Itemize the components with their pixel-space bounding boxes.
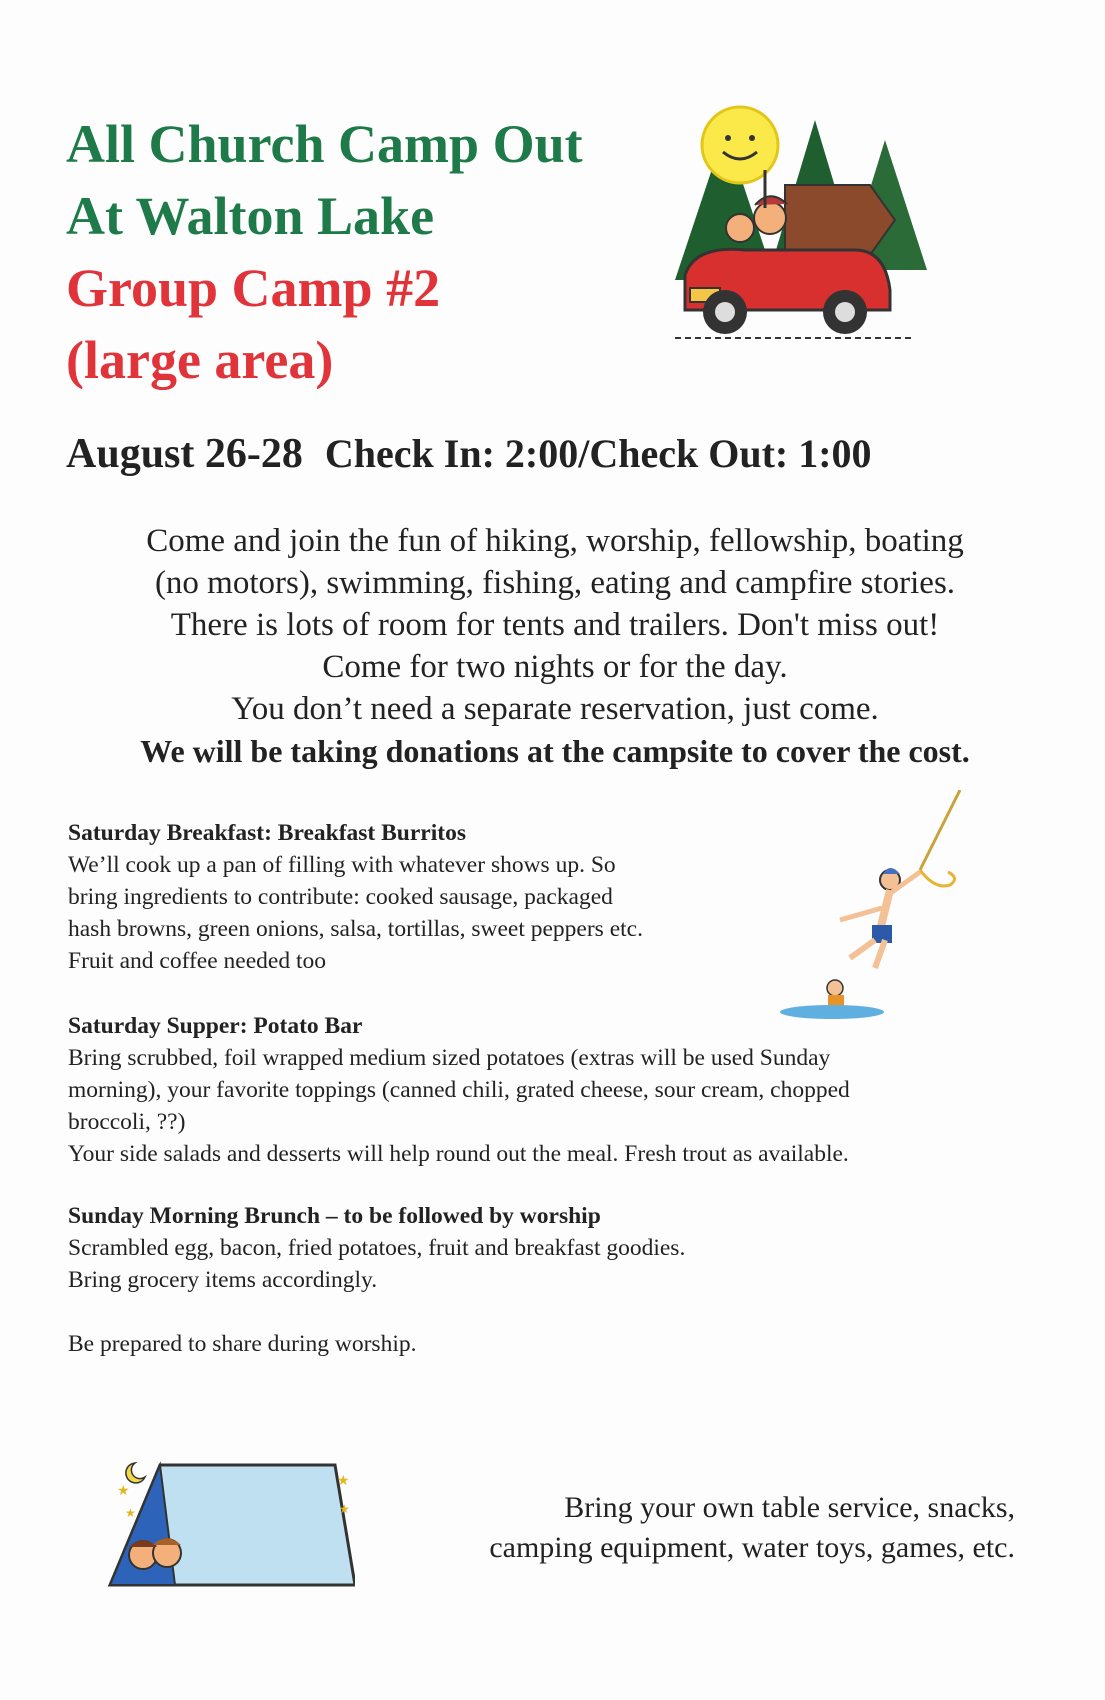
- supper-line: broccoli, ??): [68, 1109, 186, 1135]
- svg-text:★: ★: [125, 1506, 136, 1520]
- supper-heading: Saturday Supper: Potato Bar: [68, 1013, 363, 1039]
- brunch-line: Scrambled egg, bacon, fried potatoes, fruit and breakfast goodies.: [68, 1235, 686, 1261]
- family-car-illustration: [665, 100, 935, 360]
- saturday-breakfast-section: [68, 817, 643, 977]
- title-line-1: All Church Camp Out: [66, 114, 583, 174]
- intro-line: There is lots of room for tents and trailers. Don't miss out!: [170, 607, 940, 643]
- closing-line-1: Bring your own table service, snacks,: [564, 1491, 1015, 1524]
- sun-icon: [702, 107, 778, 183]
- title-line-2: At Walton Lake: [66, 186, 435, 246]
- intro-line: Come for two nights or for the day.: [322, 649, 788, 685]
- worship-note: Be prepared to share during worship.: [68, 1331, 417, 1357]
- saturday-supper-section: [68, 1010, 850, 1170]
- donations-note: We will be taking donations at the campsite to cover the cost.: [140, 733, 970, 769]
- breakfast-line: bring ingredients to contribute: cooked sausage, packaged: [68, 884, 613, 910]
- title-line-3: Group Camp #2: [66, 258, 441, 318]
- intro-line: You don’t need a separate reservation, just come.: [231, 691, 879, 727]
- rope-swing-illustration: [780, 790, 970, 1030]
- intro-paragraph: [40, 520, 1070, 772]
- intro-line: Come and join the fun of hiking, worship, fellowship, boating: [146, 523, 964, 559]
- svg-text:★: ★: [339, 1502, 350, 1516]
- check-in-out-times: Check In: 2:00/Check Out: 1:00: [324, 431, 872, 476]
- brunch-heading: Sunday Morning Brunch – to be followed by worship: [68, 1203, 601, 1229]
- flyer-title: [66, 108, 583, 396]
- supper-line: Bring scrubbed, foil wrapped medium sized potatoes (extras will be used Sunday: [68, 1045, 831, 1071]
- tent-illustration: [105, 1455, 355, 1590]
- event-dates: August 26-28: [66, 431, 303, 477]
- closing-note: [489, 1488, 1015, 1568]
- date-line: [66, 430, 872, 478]
- title-line-4: (large area): [66, 330, 334, 390]
- breakfast-line: Fruit and coffee needed too: [68, 948, 326, 974]
- breakfast-heading: Saturday Breakfast: Breakfast Burritos: [68, 820, 466, 846]
- brunch-line: Bring grocery items accordingly.: [68, 1267, 378, 1293]
- sunday-brunch-section: [68, 1200, 685, 1296]
- closing-line-2: camping equipment, water toys, games, etc.: [489, 1531, 1015, 1564]
- svg-text:★: ★: [337, 1473, 350, 1489]
- supper-line: morning), your favorite toppings (canned chili, grated cheese, sour cream, chopped: [68, 1077, 850, 1103]
- breakfast-line: hash browns, green onions, salsa, tortillas, sweet peppers etc.: [68, 916, 643, 942]
- supper-line: Your side salads and desserts will help round out the meal. Fresh trout as available.: [68, 1141, 849, 1167]
- svg-text:★: ★: [117, 1483, 130, 1499]
- breakfast-line: We’ll cook up a pan of filling with whatever shows up. So: [68, 852, 616, 878]
- intro-line: (no motors), swimming, fishing, eating and campfire stories.: [154, 565, 956, 601]
